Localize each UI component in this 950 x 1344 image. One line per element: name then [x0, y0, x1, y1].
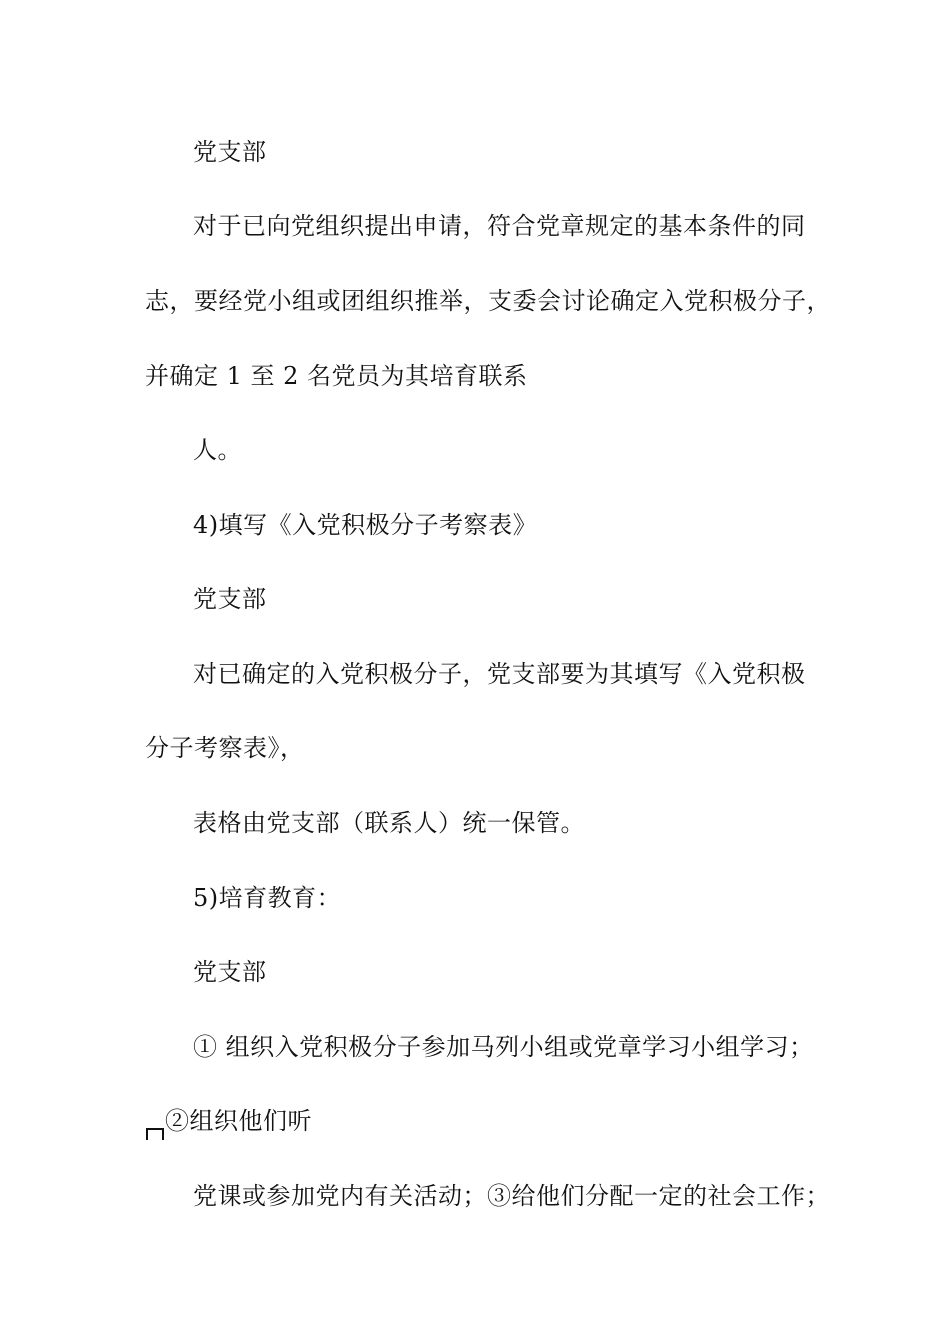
text-line-15: 党课或参加党内有关活动；③给他们分配一定的社会工作；: [193, 1182, 830, 1210]
text-line-5: 人。: [193, 436, 242, 464]
text-line-14: ②组织他们听: [165, 1107, 312, 1135]
text-line-9: 分子考察表》，: [145, 734, 305, 762]
text-line-7: 党支部: [193, 585, 267, 613]
text-line-2: 对于已向党组织提出申请，符合党章规定的基本条件的同: [193, 212, 806, 240]
text-line-3: 志，要经党小组或团组织推举，支委会讨论确定入党积极分子，: [145, 287, 831, 315]
text-line-1: 党支部: [193, 138, 267, 166]
text-line-13: ① 组织入党积极分子参加马列小组或党章学习小组学习；: [193, 1033, 814, 1061]
text-line-8: 对已确定的入党积极分子，党支部要为其填写《入党积极: [193, 660, 806, 688]
text-line-4: 并确定 1 至 2 名党员为其培育联系: [145, 362, 528, 390]
text-line-12: 党支部: [193, 958, 267, 986]
text-line-10: 表格由党支部（联系人）统一保管。: [193, 809, 585, 837]
text-line-11: 5)培育教育：: [193, 884, 342, 912]
text-line-6: 4)填写《入党积极分子考察表》: [193, 511, 538, 539]
bracket-mark: [146, 1128, 164, 1140]
